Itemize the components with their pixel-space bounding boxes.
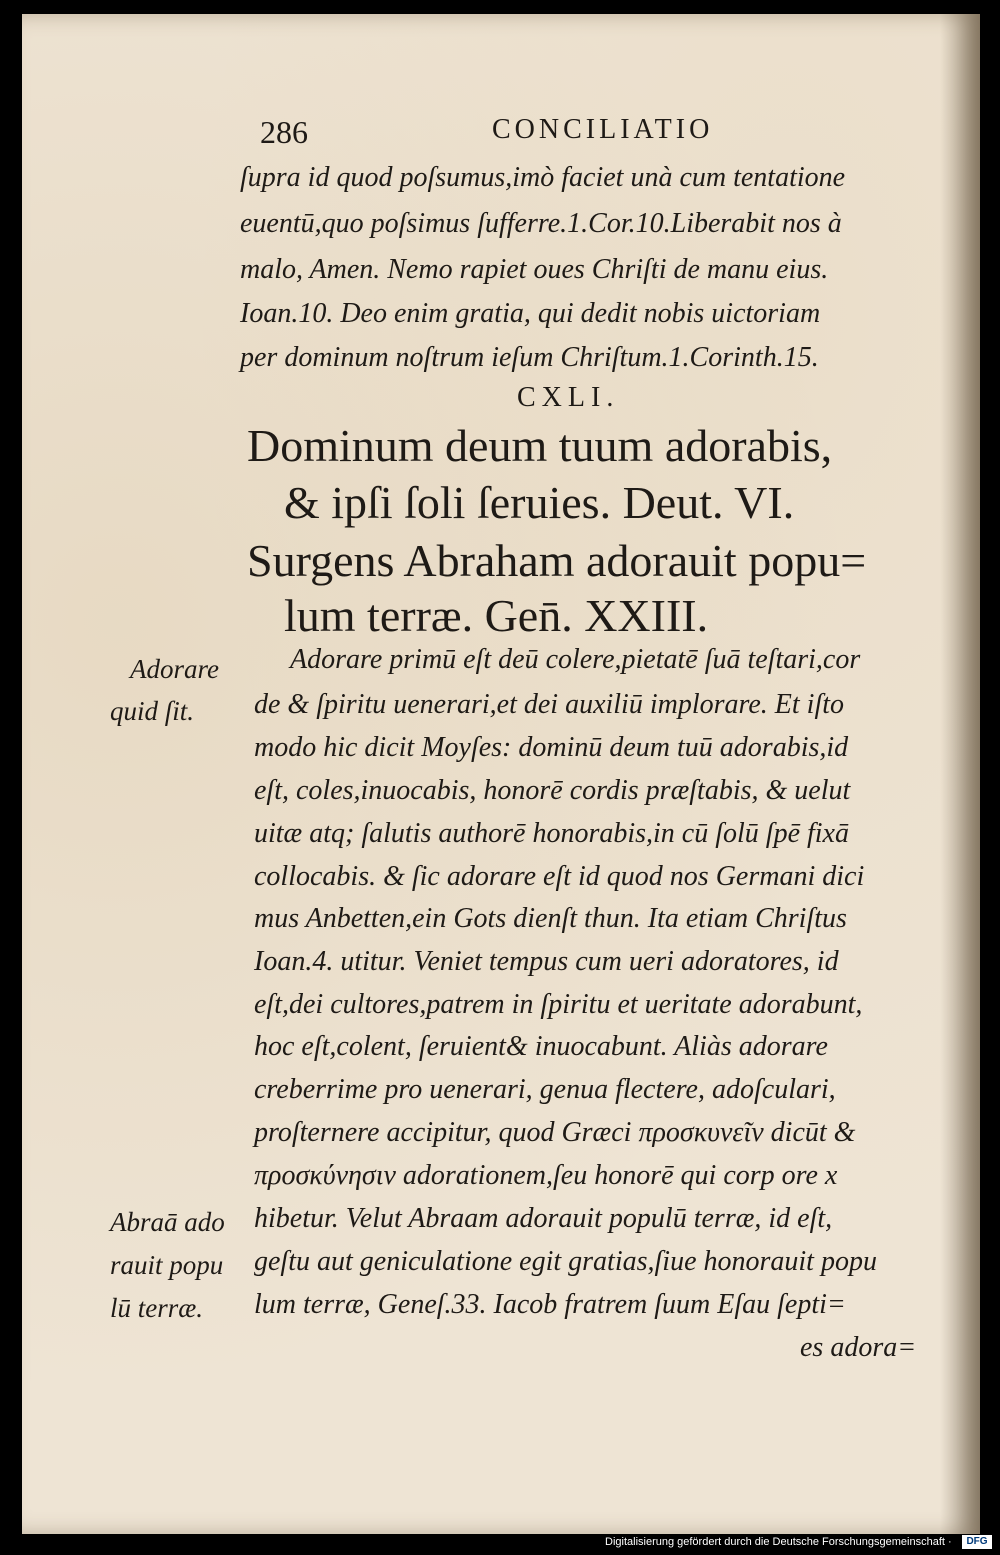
catchword: es adora= (800, 1332, 917, 1363)
heading-line: Surgens Abraham adorauit popu= (247, 535, 867, 586)
text-line: malo, Amen. Nemo rapiet oues Chriſti de manu eius. (240, 254, 829, 285)
text-line: mus Anbetten,ein Gots dienſt thun. Ita etiam Chriſtus (254, 903, 847, 934)
text-line: προσκύνησιν adorationem,ſeu honorē qui corp ore x (254, 1160, 838, 1191)
page-gutter-shadow (940, 14, 980, 1534)
heading-line: & ipſi ſoli ſeruies. Deut. VI. (284, 477, 795, 528)
text-line: Adorare primū eſt deū colere,pietatē ſuā teſtari,cor (290, 644, 861, 675)
text-line: creberrime pro uenerari, genua flectere, adoſculari, (254, 1074, 836, 1105)
text-line: Ioan.4. utitur. Veniet tempus cum ueri adoratores, id (254, 946, 839, 977)
text-line: geſtu aut geniculatione egit gratias,ſiue honorauit popu (254, 1246, 877, 1277)
text-line: modo hic dicit Moyſes: dominū deum tuū adorabis,id (254, 732, 849, 763)
text-line: ſupra id quod poſsumus,imò faciet unà cum tentatione (240, 162, 846, 193)
section-number: CXLI. (517, 382, 620, 413)
text-line: hibetur. Velut Abraam adorauit populū terræ, id eſt, (254, 1203, 833, 1234)
dfg-logo: DFG (962, 1535, 992, 1549)
text-line: uitæ atq; ſalutis authorē honorabis,in cū ſolū ſpē fixā (254, 818, 849, 849)
text-line: euentū,quo poſsimus ſufferre.1.Cor.10.Liberabit nos à (240, 208, 842, 239)
text-line: Ioan.10. Deo enim gratia, qui dedit nobis uictoriam (240, 298, 821, 329)
heading-line: lum terræ. Gen̄. XXIII. (284, 590, 709, 641)
margin-note-line: lū terræ. (110, 1293, 204, 1323)
heading-line: Dominum deum tuum adorabis, (247, 420, 833, 471)
running-title: CONCILIATIO (492, 114, 714, 145)
margin-note-line: quid ſit. (110, 696, 195, 726)
book-page (22, 14, 980, 1534)
text-line: de & ſpiritu uenerari,et dei auxiliū implorare. Et iſto (254, 689, 845, 720)
text-line: hoc eſt,colent, ſeruient& inuocabunt. Aliàs adorare (254, 1031, 828, 1062)
margin-note-line: rauit popu (110, 1250, 224, 1280)
text-line: proſternere accipitur, quod Græci προσκυνεῖν dicūt & (254, 1117, 856, 1148)
text-line: collocabis. & ſic adorare eſt id quod nos Germani dici (254, 861, 865, 892)
digitization-credit: Digitalisierung gefördert durch die Deutsche Forschungsgemeinschaft · (605, 1536, 952, 1548)
margin-note-line: Adorare (130, 654, 219, 684)
text-line: lum terræ, Geneſ.33. Iacob fratrem ſuum Eſau ſepti= (254, 1289, 846, 1320)
text-line: eſt, coles,inuocabis, honorē cordis præſtabis, & uelut (254, 775, 851, 806)
page-number: 286 (260, 114, 308, 150)
text-line: per dominum noſtrum ieſum Chriſtum.1.Corinth.15. (240, 342, 819, 373)
text-line: eſt,dei cultores,patrem in ſpiritu et ueritate adorabunt, (254, 989, 863, 1020)
margin-note-line: Abraā ado (110, 1207, 225, 1237)
